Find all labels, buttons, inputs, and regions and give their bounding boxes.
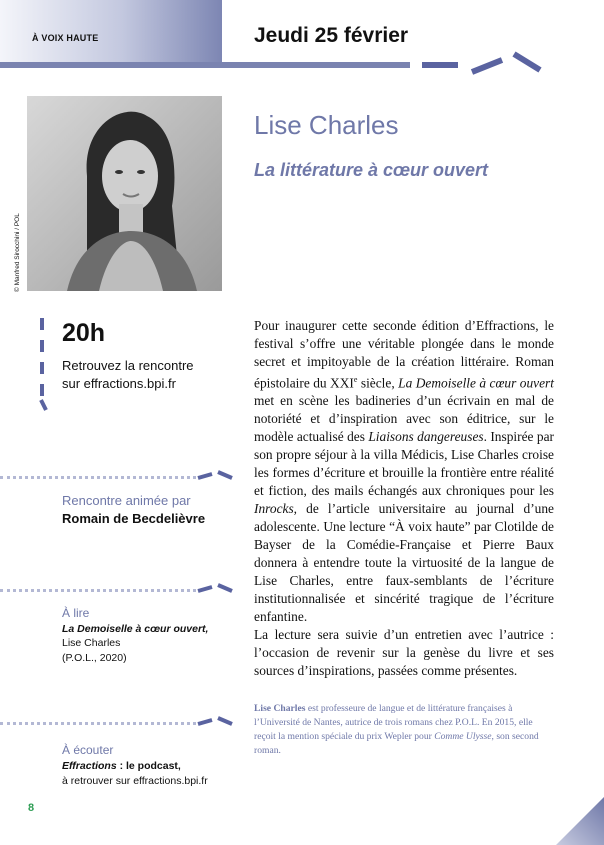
event-subtitle: La littérature à cœur ouvert bbox=[254, 160, 489, 180]
listen-where: à retrouver sur effractions.bpi.fr bbox=[62, 775, 208, 787]
time-block-dashes bbox=[38, 318, 48, 412]
magazine-title: Inrocks bbox=[254, 501, 294, 517]
divider-dotted bbox=[0, 476, 196, 479]
divider-dashes bbox=[196, 579, 236, 599]
read-label: À lire bbox=[62, 606, 90, 620]
author-photo bbox=[27, 96, 222, 291]
divider-dashes bbox=[196, 466, 236, 486]
divider-dashes bbox=[196, 712, 236, 732]
header-band bbox=[0, 0, 222, 62]
header-rule bbox=[0, 62, 410, 68]
divider-dotted bbox=[0, 722, 196, 725]
section-label: À VOIX HAUTE bbox=[32, 33, 99, 43]
read-book-title: La Demoiselle à cœur ouvert, bbox=[62, 623, 209, 635]
author-bio: Lise Charles est professeure de langue et de littérature françaises à l’Université de Nantes, autrice de trois romans chez P.O.L. En 2015, elle reçoit la mention spéciale du prix Wepler pour Comme Ulysse, son second roman. bbox=[254, 703, 539, 756]
divider-dotted bbox=[0, 589, 196, 592]
corner-triangle bbox=[556, 797, 604, 845]
event-info-line2: sur effractions.bpi.fr bbox=[62, 376, 176, 391]
read-book-author: Lise Charles bbox=[62, 637, 121, 649]
listen-label: À écouter bbox=[62, 743, 114, 757]
book-title: Liaisons dangereuses bbox=[368, 429, 484, 445]
page-number: 8 bbox=[28, 802, 35, 814]
read-book-publisher: (P.O.L., 2020) bbox=[62, 652, 127, 664]
host-name: Romain de Becdelièvre bbox=[62, 511, 206, 526]
podcast-suffix: : le podcast, bbox=[116, 760, 181, 772]
event-time: 20h bbox=[62, 319, 106, 347]
body-text bbox=[254, 317, 554, 680]
author-name: Lise Charles bbox=[254, 110, 399, 140]
book-title: La Demoiselle à cœur ouvert bbox=[398, 375, 554, 391]
body-paragraph-1: Pour inaugurer cette seconde édition d’Effractions, le festival s’offre une véritable plongée dans le monde secret et impitoyable de la création littéraire. Roman épistolaire du XXIe siècle, La Demoiselle à cœur ouvert met en scène les badineries d’un écrivain en mal de notoriété et d’inspiration avec son éditrice, sur le modèle actualisé des Liaisons dangereuses. Inspirée par son propre séjour à la villa Médicis, Lise Charles croise les formes d’écriture et brouille la frontière entre réalité et fiction, des mails échangés aux chroniques pour les Inrocks, de l’article universitaire au journal d’une adolescente. Une lecture “À voix haute” par Clotilde de Bayser de la Comédie-Française et Pierre Baux donnera à entendre toute la virtuosité de la langue de Lise Charles, entre faux-semblants de l’écriture institutionnalisée et sincérité tragique de l’écriture enfantine. bbox=[254, 318, 554, 625]
photo-credit: © Manfred Sirocchini / POL bbox=[14, 213, 21, 292]
header-dashes bbox=[410, 48, 560, 78]
podcast-name: Effractions bbox=[62, 760, 117, 772]
listen-podcast bbox=[62, 759, 181, 773]
event-info-line1: Retrouvez la rencontre bbox=[62, 358, 194, 373]
header-date: Jeudi 25 février bbox=[254, 24, 409, 47]
body-paragraph-2: La lecture sera suivie d’un entretien avec l’autrice : l’occasion de revenir sur la genèse du livre et ses sources d’inspirations, passées comme présentes. bbox=[254, 627, 554, 679]
host-label: Rencontre animée par bbox=[62, 493, 191, 508]
